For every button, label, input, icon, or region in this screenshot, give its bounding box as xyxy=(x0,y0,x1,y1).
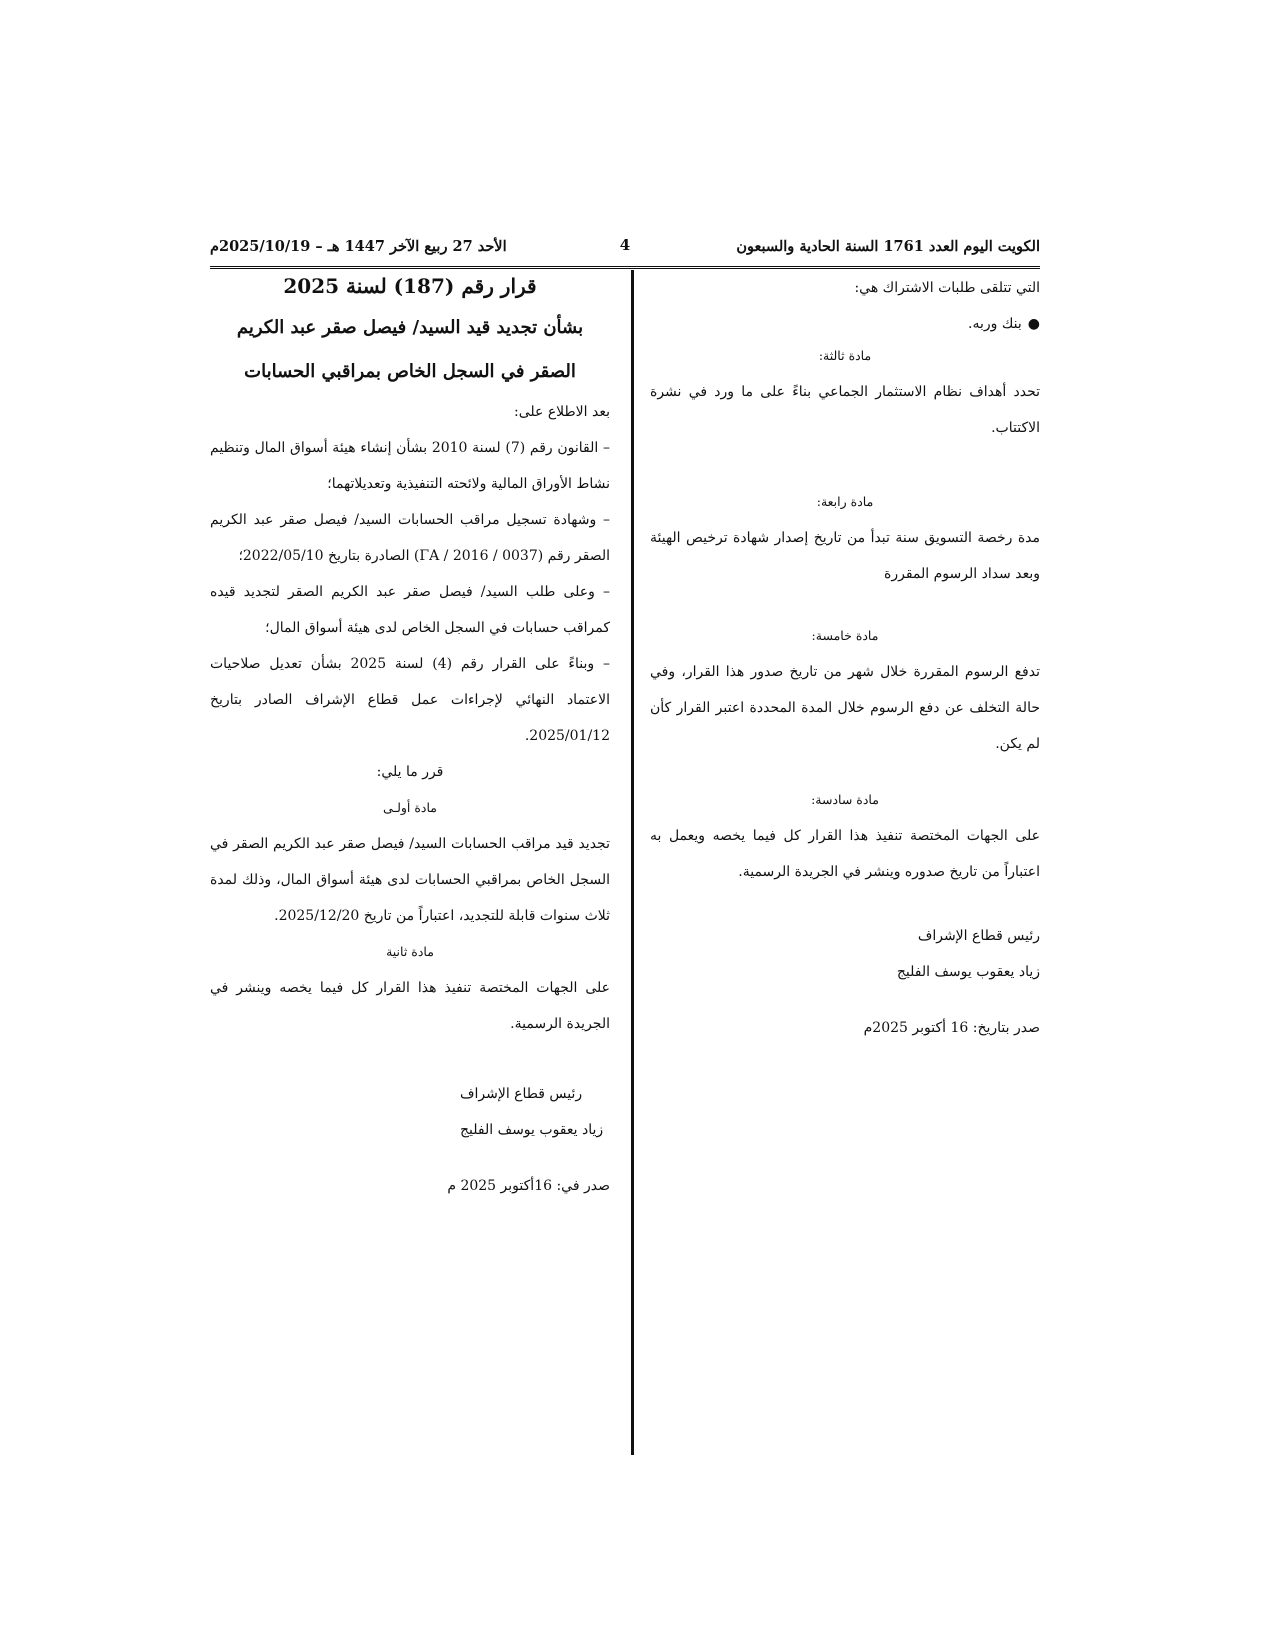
article-5-title: مادة خامسة: xyxy=(811,628,879,643)
article-2-body: على الجهات المختصة تنفيذ هذا القرار كل فيما يخصه وينشر في الجريدة الرسمية. xyxy=(210,980,610,1032)
article-1-body: تجديد قيد مراقب الحسابات السيد/ فيصل صقر عبد الكريم الصقر في السجل الخاص بمراقبي الحسابات لدى هيئة أسواق المال، وذلك لمدة ثلاث سنوات قابلة للتجديد، اعتباراً من تاريخ 2025/12/20. xyxy=(210,836,610,924)
decision-subtitle-line-2: الصقر في السجل الخاص بمراقبي الحسابات xyxy=(244,361,576,382)
page-number: 4 xyxy=(619,236,631,254)
article-3-title: مادة ثالثة: xyxy=(818,348,872,363)
bank-bullet-item xyxy=(650,306,1040,342)
right-column xyxy=(650,276,1040,1046)
article-4-body: مدة رخصة التسويق سنة تبدأ من تاريخ إصدار شهادة ترخيص الهيئة وبعد سداد الرسوم المقررة xyxy=(650,530,1040,582)
subscription-intro: التي تتلقى طلبات الاشتراك هي: xyxy=(854,280,1040,296)
signer-title: رئيس قطاع الإشراف xyxy=(917,928,1040,944)
reference-item-4: – وبناءً على القرار رقم (4) لسنة 2025 بشأن تعديل صلاحيات الاعتماد النهائي لإجراءات عمل قطاع الإشراف الصادر بتاريخ 2025/01/12. xyxy=(210,656,610,744)
decision-title: قرار رقم (187) لسنة 2025 xyxy=(283,274,537,298)
issue-date: الأحد 27 ربيع الآخر 1447 هـ – 2025/10/19م xyxy=(210,238,507,255)
article-5-body: تدفع الرسوم المقررة خلال شهر من تاريخ صدور هذا القرار، وفي حالة التخلف عن دفع الرسوم خلال المدة المحددة اعتبر القرار كأن لم يكن. xyxy=(650,664,1040,752)
decision-statement: قرر ما يلي: xyxy=(376,764,444,780)
article-2-title: مادة ثانية xyxy=(386,944,434,959)
signer-name: زياد يعقوب يوسف الفليج xyxy=(896,964,1040,980)
bank-name: بنك وربه. xyxy=(968,316,1022,332)
issue-date-line-left: صدر في: 16أكتوبر 2025 م xyxy=(447,1178,610,1194)
article-4-title: مادة رابعة: xyxy=(816,494,874,509)
article-6-body: على الجهات المختصة تنفيذ هذا القرار كل فيما يخصه ويعمل به اعتباراً من تاريخ صدوره وينشر في الجريدة الرسمية. xyxy=(650,828,1040,880)
signature-block xyxy=(870,918,1040,990)
reference-item-3: – وعلى طلب السيد/ فيصل صقر عبد الكريم الصقر لتجديد قيده كمراقب حسابات في السجل الخاص لدى هيئة أسواق المال؛ xyxy=(210,584,610,636)
reference-item-2: – وشهادة تسجيل مراقب الحسابات السيد/ فيصل صقر عبد الكريم الصقر رقم (0037 / 2016 / ΓA) الصادرة بتاريخ 2022/05/10؛ xyxy=(210,512,610,564)
column-divider xyxy=(631,270,634,1455)
issue-date-line: صدر بتاريخ: 16 أكتوبر 2025م xyxy=(863,1020,1040,1036)
left-column xyxy=(210,276,610,1204)
bullet-icon: ● xyxy=(1027,316,1040,332)
decision-subtitle-line-1: بشأن تجديد قيد السيد/ فيصل صقر عبد الكريم xyxy=(236,317,584,338)
gazette-issue-info: الكويت اليوم العدد 1761 السنة الحادية والسبعون xyxy=(736,238,1040,255)
reference-item-1: – القانون رقم (7) لسنة 2010 بشأن إنشاء هيئة أسواق المال وتنظيم نشاط الأوراق المالية ولائحته التنفيذية وتعديلاتهما؛ xyxy=(210,440,610,492)
signature-block-left xyxy=(210,1076,610,1148)
page-header xyxy=(210,232,1040,262)
article-6-title: مادة سادسة: xyxy=(811,792,879,807)
signer-name-left: زياد يعقوب يوسف الفليج xyxy=(460,1122,604,1138)
signer-title-left: رئيس قطاع الإشراف xyxy=(460,1086,583,1102)
article-3-body: تحدد أهداف نظام الاستثمار الجماعي بناءً على ما ورد في نشرة الاكتتاب. xyxy=(650,384,1040,436)
article-1-title: مادة أولـى xyxy=(383,800,437,815)
preamble: بعد الاطلاع على: xyxy=(514,404,610,420)
